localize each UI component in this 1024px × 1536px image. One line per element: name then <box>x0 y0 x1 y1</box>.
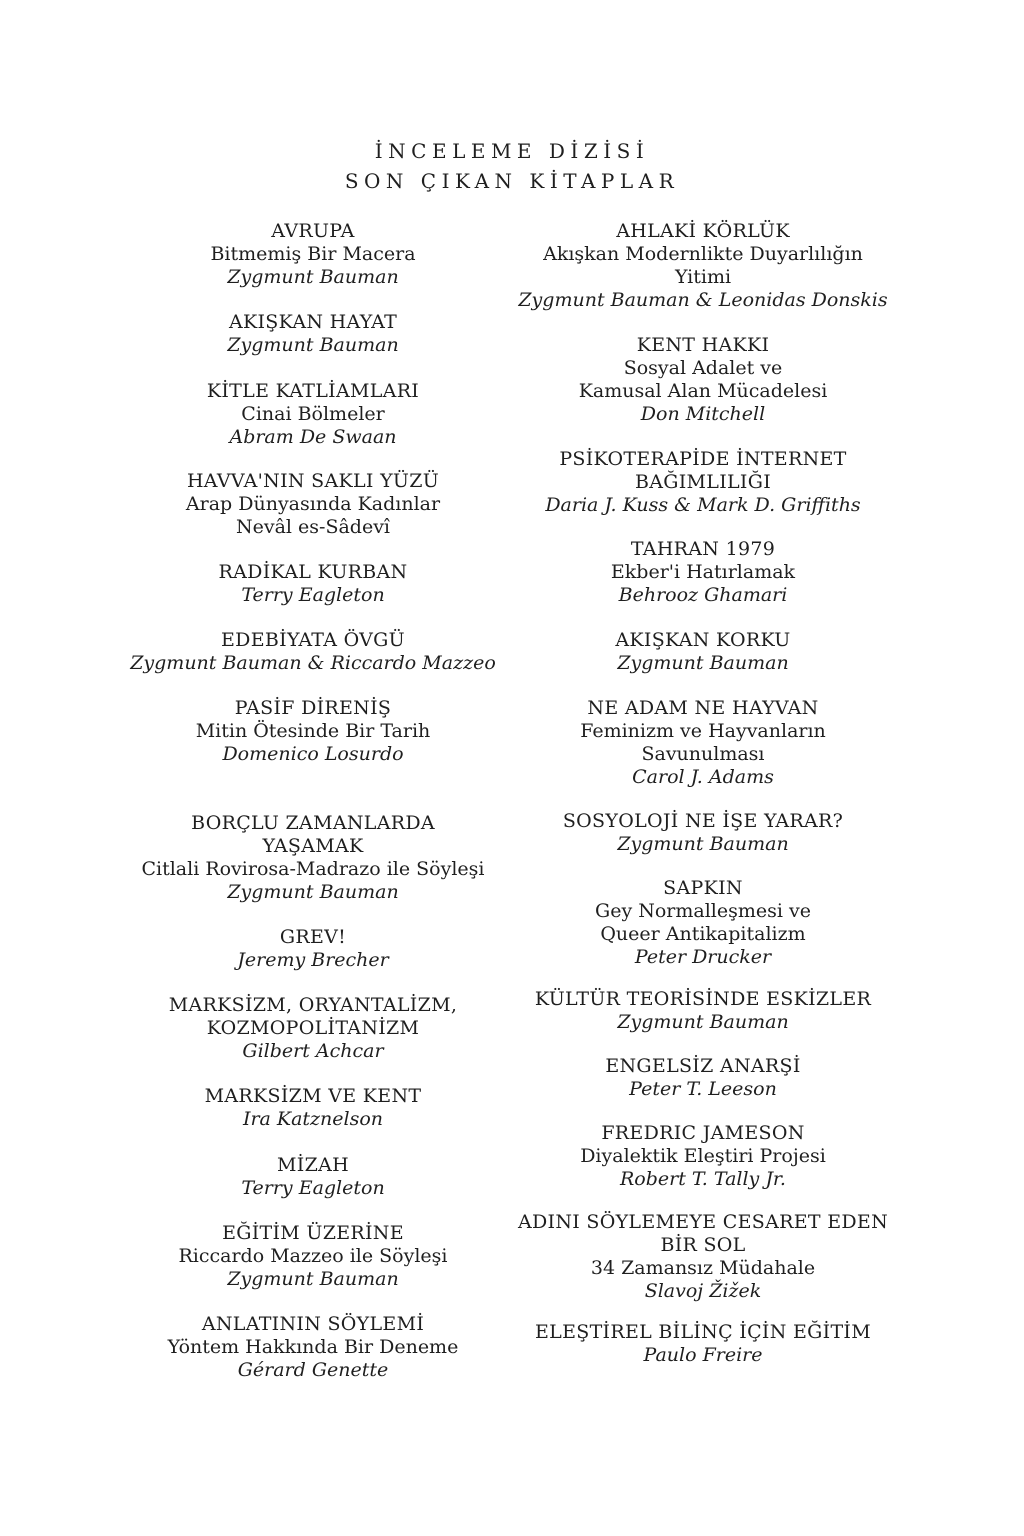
book-entry <box>113 1154 513 1200</box>
book-author: Zygmunt Bauman <box>227 266 399 288</box>
book-entry <box>503 1055 903 1101</box>
book-title: BİR SOL <box>660 1234 746 1256</box>
book-title: MARKSİZM, ORYANTALİZM, <box>168 994 458 1016</box>
book-title: ENGELSİZ ANARŞİ <box>605 1055 801 1077</box>
book-author: Zygmunt Bauman <box>227 1268 399 1290</box>
book-entry <box>503 538 903 607</box>
book-author: Gilbert Achcar <box>242 1040 384 1062</box>
book-entry <box>503 1211 903 1303</box>
book-entry <box>503 629 903 675</box>
book-subtitle: Ekber'i Hatırlamak <box>610 561 796 583</box>
book-subtitle: Gey Normalleşmesi ve <box>595 900 811 922</box>
book-title: MİZAH <box>277 1154 349 1176</box>
book-entry <box>113 994 513 1063</box>
book-author: Behrooz Ghamari <box>618 584 788 606</box>
book-subtitle: Sosyal Adalet ve <box>623 357 783 379</box>
book-title: RADİKAL KURBAN <box>218 561 408 583</box>
book-title: KENT HAKKI <box>636 334 770 356</box>
book-entry <box>113 380 513 449</box>
book-subtitle: Cinai Bölmeler <box>241 403 385 425</box>
book-entry <box>503 220 903 312</box>
book-entry <box>503 810 903 856</box>
book-title: BORÇLU ZAMANLARDA <box>191 812 435 834</box>
book-title: NE ADAM NE HAYVAN <box>587 697 819 719</box>
book-entry <box>113 1222 513 1291</box>
book-title: AVRUPA <box>271 220 355 242</box>
book-entry <box>113 561 513 607</box>
book-author: Zygmunt Bauman <box>617 1011 789 1033</box>
book-title: AHLAKİ KÖRLÜK <box>616 220 790 242</box>
book-subtitle: Queer Antikapitalizm <box>600 923 806 945</box>
book-title: SOSYOLOJİ NE İŞE YARAR? <box>562 810 844 832</box>
book-author: Terry Eagleton <box>241 584 385 606</box>
book-author: Zygmunt Bauman <box>227 334 399 356</box>
book-entry <box>113 629 513 675</box>
book-title: KÜLTÜR TEORİSİNDE ESKİZLER <box>534 988 872 1010</box>
book-entry <box>113 220 513 289</box>
book-author: Slavoj Žižek <box>644 1280 762 1302</box>
book-title: KİTLE KATLİAMLARI <box>206 380 420 402</box>
book-title: FREDRIC JAMESON <box>601 1122 805 1144</box>
book-author: Zygmunt Bauman <box>227 881 399 903</box>
book-subtitle: Feminizm ve Hayvanların <box>580 720 826 742</box>
book-title: PSİKOTERAPİDE İNTERNET <box>559 448 847 470</box>
book-author: Domenico Losurdo <box>222 743 404 765</box>
book-author: Zygmunt Bauman & Riccardo Mazzeo <box>130 652 496 674</box>
book-title: ANLATININ SÖYLEMİ <box>201 1313 425 1335</box>
book-title: HAVVA'NIN SAKLI YÜZÜ <box>186 470 440 492</box>
book-title: YAŞAMAK <box>262 835 364 857</box>
book-author: Peter Drucker <box>634 946 772 968</box>
book-author: Zygmunt Bauman <box>617 652 789 674</box>
book-author: Zygmunt Bauman & Leonidas Donskis <box>518 289 888 311</box>
book-subtitle: 34 Zamansız Müdahale <box>590 1257 816 1279</box>
book-title: AKIŞKAN HAYAT <box>228 311 398 333</box>
book-subtitle: Nevâl es-Sâdevî <box>235 516 391 538</box>
book-title: ELEŞTİREL BİLİNÇ İÇİN EĞİTİM <box>535 1321 871 1343</box>
book-subtitle: Diyalektik Eleştiri Projesi <box>580 1145 826 1167</box>
book-subtitle: Mitin Ötesinde Bir Tarih <box>195 720 431 742</box>
book-subtitle: Akışkan Modernlikte Duyarlılığın <box>543 243 863 265</box>
book-entry <box>503 334 903 426</box>
book-title: BAĞIMLILIĞI <box>634 471 772 493</box>
book-entry <box>113 697 513 766</box>
book-entry <box>113 1085 513 1131</box>
book-subtitle: Yitimi <box>674 266 732 288</box>
series-header <box>0 136 1024 196</box>
book-entry <box>503 697 903 789</box>
book-subtitle: Kamusal Alan Mücadelesi <box>578 380 828 402</box>
book-entry <box>503 988 903 1034</box>
book-author: Zygmunt Bauman <box>617 833 789 855</box>
book-subtitle: Bitmemiş Bir Macera <box>210 243 416 265</box>
book-title: EĞİTİM ÜZERİNE <box>222 1222 404 1244</box>
book-title: GREV! <box>279 926 347 948</box>
book-author: Gérard Genette <box>237 1359 389 1381</box>
book-entry <box>503 877 903 969</box>
book-author: Ira Katznelson <box>242 1108 384 1130</box>
book-author: Paulo Freire <box>643 1344 763 1366</box>
book-author: Robert T. Tally Jr. <box>620 1168 786 1190</box>
book-entry <box>113 926 513 972</box>
book-subtitle: Arap Dünyasında Kadınlar <box>185 493 441 515</box>
book-entry <box>503 448 903 517</box>
book-author: Jeremy Brecher <box>237 949 389 971</box>
series-name: İNCELEME DİZİSİ <box>374 139 650 163</box>
book-title: SAPKIN <box>663 877 743 899</box>
book-entry <box>113 1313 513 1382</box>
book-title: MARKSİZM VE KENT <box>204 1085 422 1107</box>
book-entry <box>113 470 513 539</box>
book-entry <box>503 1321 903 1367</box>
book-entry <box>113 812 513 904</box>
book-author: Peter T. Leeson <box>629 1078 777 1100</box>
book-subtitle: Citlali Rovirosa-Madrazo ile Söyleşi <box>141 858 485 880</box>
book-title: PASİF DİRENİŞ <box>234 697 392 719</box>
book-subtitle: Riccardo Mazzeo ile Söyleşi <box>178 1245 448 1267</box>
book-title: KOZMOPOLİTANİZM <box>206 1017 420 1039</box>
book-title: EDEBİYATA ÖVGÜ <box>221 629 405 651</box>
book-author: Carol J. Adams <box>632 766 774 788</box>
book-subtitle: Savunulması <box>641 743 765 765</box>
book-author: Terry Eagleton <box>241 1177 385 1199</box>
book-title: AKIŞKAN KORKU <box>615 629 791 651</box>
book-title: ADINI SÖYLEMEYE CESARET EDEN <box>517 1211 889 1233</box>
book-author: Daria J. Kuss & Mark D. Griffiths <box>545 494 861 516</box>
book-author: Don Mitchell <box>640 403 766 425</box>
series-subtitle: SON ÇIKAN KİTAPLAR <box>344 169 680 193</box>
book-author: Abram De Swaan <box>229 426 397 448</box>
book-subtitle: Yöntem Hakkında Bir Deneme <box>167 1336 459 1358</box>
book-entry <box>503 1122 903 1191</box>
book-title: TAHRAN 1979 <box>630 538 776 560</box>
book-entry <box>113 311 513 357</box>
